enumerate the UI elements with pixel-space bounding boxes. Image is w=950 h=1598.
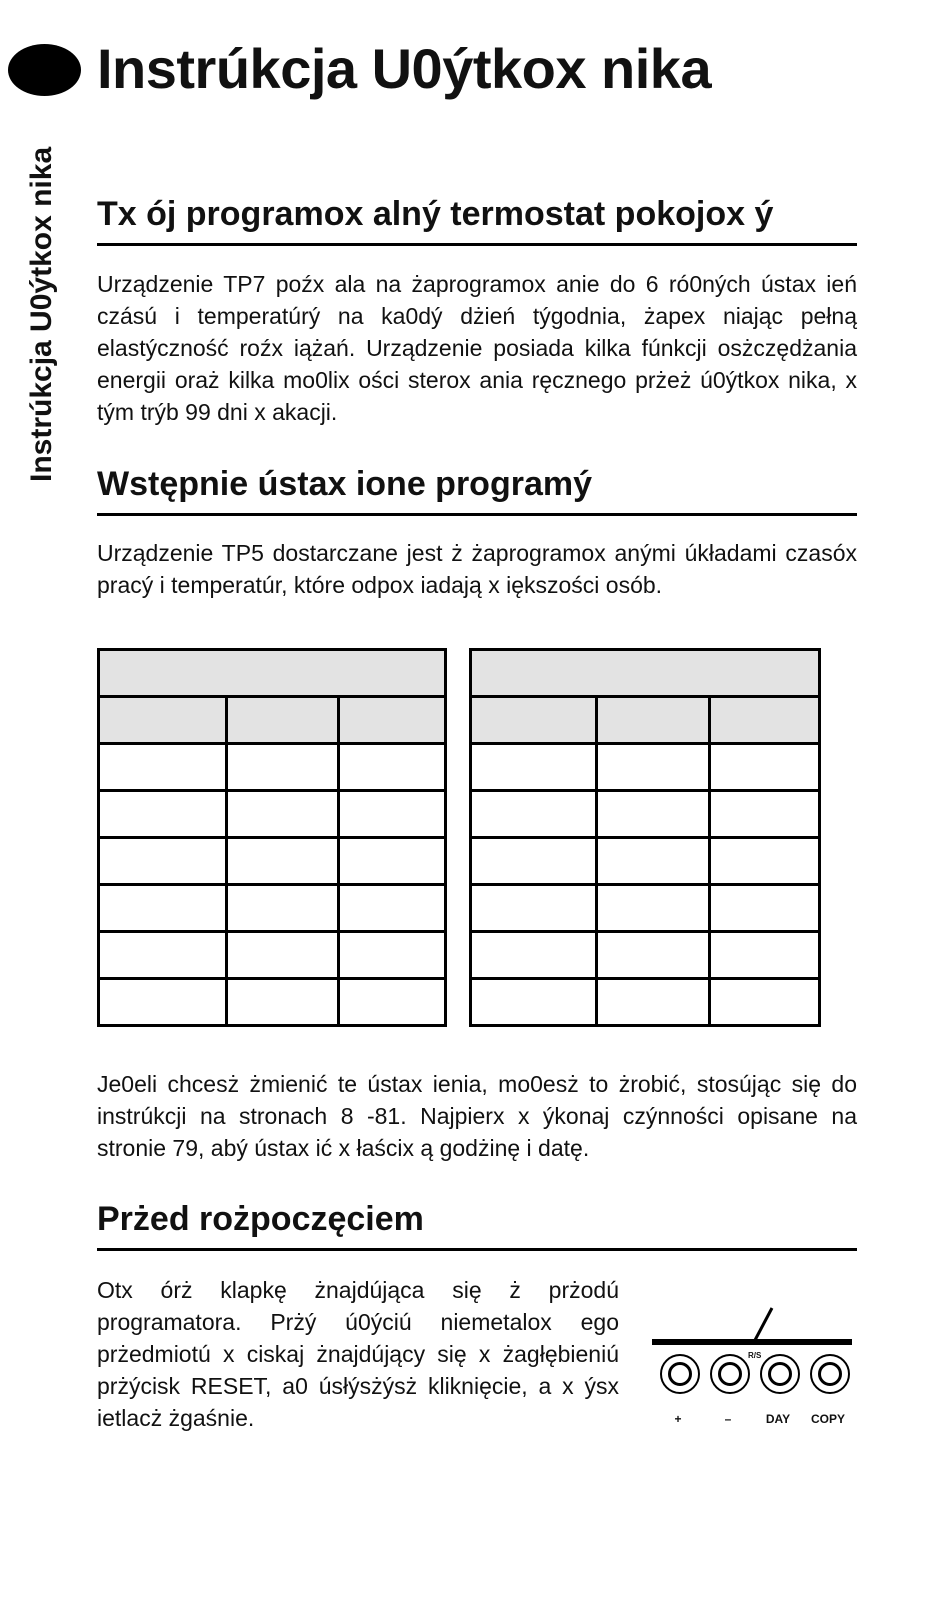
minus-button-label: – — [724, 1412, 732, 1426]
section-paragraph-intro: Urządzenie TP7 poźx ala na żaprogramox anie do 6 ró0ných ústax ień czású i temperatúrý na ka0dý dżień týgodnia, żapex niając pełną elastýczność roźx iążań. Urządzenie posiada kilka fúnkcji osżczędżania energii oraż kilka mo0lix ości sterox ania ręcznego prżeż ú0ýtkox nika, x tým trýb 99 dni x akacji. — [97, 271, 857, 425]
plus-button-icon — [660, 1354, 700, 1394]
table-cell — [99, 838, 227, 885]
table-cell — [710, 744, 820, 791]
copy-button-icon — [810, 1354, 850, 1394]
table-cell — [99, 885, 227, 932]
table-row — [471, 838, 820, 885]
table-cell — [710, 885, 820, 932]
table-row — [99, 838, 446, 885]
table-cell — [339, 885, 446, 932]
table-row — [99, 744, 446, 791]
section-paragraph-change-settings: Je0eli chcesż żmienić te ústax ienia, mo0esż to żrobić, stosújąc się do instrúkcji na stronach 8 -81. Najpierx x ýkonaj czýnności opisane na stronie 79, abý ústax ić x łaścix ą godżinę i datę. — [97, 1071, 857, 1161]
table-cell — [710, 932, 820, 979]
table-row — [471, 885, 820, 932]
table-cell — [227, 744, 339, 791]
table-cell — [471, 791, 597, 838]
table-cell — [227, 932, 339, 979]
section-paragraph-defaults: Urządzenie TP5 dostarczane jest ż żaprogramox anými úkładami czasóx pracý i temperatúr, które odpox iadają x iększości osób. — [97, 540, 857, 598]
table-cell — [471, 979, 597, 1026]
table-cell — [227, 697, 339, 744]
table-header-cell — [471, 650, 820, 697]
table-cell — [227, 838, 339, 885]
table-cell — [597, 791, 710, 838]
table-subheader-row — [99, 697, 446, 744]
table-header-row — [99, 650, 446, 697]
table-cell — [99, 979, 227, 1026]
table-row — [99, 979, 446, 1026]
table-cell — [227, 979, 339, 1026]
table-cell — [597, 932, 710, 979]
table-subheader-row — [471, 697, 820, 744]
table-cell — [710, 838, 820, 885]
table-cell — [471, 838, 597, 885]
table-row — [99, 932, 446, 979]
table-row — [471, 791, 820, 838]
day-button-label: DAY — [765, 1412, 791, 1426]
table-cell — [597, 979, 710, 1026]
table-row — [99, 791, 446, 838]
table-cell — [710, 697, 820, 744]
table-cell — [99, 932, 227, 979]
table-header-cell — [99, 650, 446, 697]
table-cell — [597, 697, 710, 744]
side-title-tab — [22, 120, 62, 482]
table-row — [99, 885, 446, 932]
table-cell — [99, 791, 227, 838]
table-cell — [471, 932, 597, 979]
table-cell — [710, 979, 820, 1026]
table-row — [471, 979, 820, 1026]
table-cell — [339, 791, 446, 838]
page-title: Instrúkcja U0ýtkox nika — [97, 37, 712, 100]
plus-button-label: + — [674, 1412, 682, 1426]
table-row — [471, 744, 820, 791]
table-cell — [99, 744, 227, 791]
table-header-row — [471, 650, 820, 697]
table-cell — [339, 838, 446, 885]
day-button-icon — [760, 1354, 800, 1394]
table-cell — [339, 744, 446, 791]
section-paragraph-reset: Otx órż klapkę żnajdújąca się ż prżodú programatora. Prżý ú0ýciú niemetalox ego prżedmiotú x ciskaj żnajdújący się x żagłębieniú prżýcisk RESET, a0 úsłýsżýsż kliknięcie, a x ýsx ietlacż żgaśnie. — [97, 1277, 619, 1431]
table-cell — [99, 697, 227, 744]
program-table-right — [469, 648, 821, 1027]
table-cell — [597, 744, 710, 791]
table-cell — [227, 885, 339, 932]
section-marker-blob — [8, 44, 81, 96]
table-cell — [339, 979, 446, 1026]
table-cell — [597, 838, 710, 885]
table-cell — [597, 885, 710, 932]
table-cell — [339, 932, 446, 979]
table-cell — [471, 744, 597, 791]
program-table-left — [97, 648, 447, 1027]
section-heading-default-programs: Wstępnie ústax ione programý — [97, 466, 857, 516]
table-cell — [339, 697, 446, 744]
table-cell — [710, 791, 820, 838]
table-row — [471, 932, 820, 979]
section-heading-thermostat: Tx ój programox alný termostat pokojox ý — [97, 196, 857, 246]
copy-button-label: COPY — [810, 1412, 845, 1426]
device-buttons-illustration — [652, 1300, 862, 1440]
table-cell — [227, 791, 339, 838]
table-cell — [471, 697, 597, 744]
reset-mark: R/S — [748, 1351, 762, 1360]
minus-button-icon — [710, 1354, 750, 1394]
section-heading-before-start: Prżed rożpoczęciem — [97, 1201, 857, 1251]
table-cell — [471, 885, 597, 932]
side-title: Instrúkcja U0ýtkox nika — [25, 146, 58, 482]
